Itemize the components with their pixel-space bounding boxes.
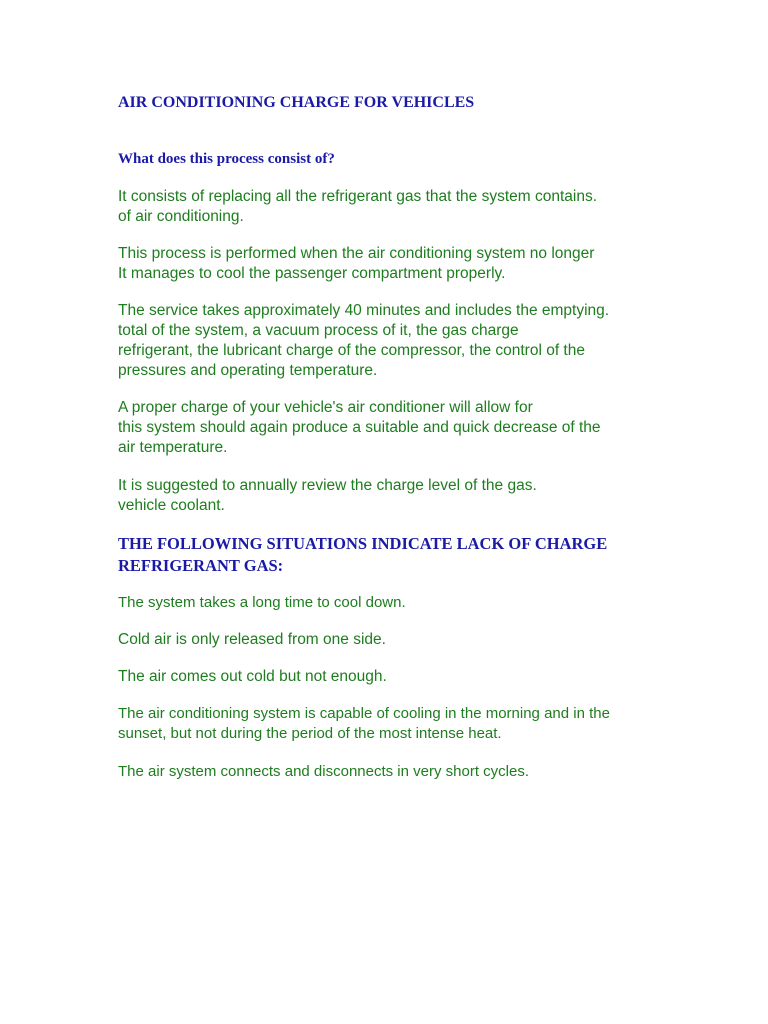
paragraph-line: of air conditioning. — [118, 208, 244, 225]
situation-item — [118, 593, 406, 613]
paragraph-replacement — [118, 187, 597, 227]
document-title: AIR CONDITIONING CHARGE FOR VEHICLES — [118, 94, 475, 111]
paragraph-line: This process is performed when the air conditioning system no longer — [118, 245, 595, 262]
situation-item — [118, 667, 387, 687]
paragraph-line: air temperature. — [118, 439, 228, 456]
paragraph-service-details — [118, 301, 609, 381]
situation-item — [118, 704, 610, 744]
situation-line: Cold air is only released from one side. — [118, 631, 386, 648]
paragraph-line: vehicle coolant. — [118, 497, 225, 514]
situation-line: The system takes a long time to cool down. — [118, 594, 406, 611]
situations-heading — [118, 533, 607, 577]
paragraph-line: It manages to cool the passenger compartment properly. — [118, 265, 506, 282]
paragraph-line: this system should again produce a suitable and quick decrease of the — [118, 419, 601, 436]
paragraph-line: It is suggested to annually review the charge level of the gas. — [118, 477, 537, 494]
paragraph-line: The service takes approximately 40 minutes and includes the emptying. — [118, 302, 610, 319]
situation-line: The air system connects and disconnects in very short cycles. — [118, 763, 530, 780]
paragraph-line: total of the system, a vacuum process of it, the gas charge — [118, 322, 519, 339]
paragraph-annual-review — [118, 476, 537, 516]
paragraph-proper-charge — [118, 398, 601, 458]
situation-line: The air comes out cold but not enough. — [118, 668, 387, 685]
situation-line: sunset, but not during the period of the most intense heat. — [118, 725, 502, 742]
heading-line: REFRIGERANT GAS: — [118, 556, 284, 575]
question-heading: What does this process consist of? — [118, 151, 335, 167]
paragraph-line: It consists of replacing all the refrigerant gas that the system contains. — [118, 188, 598, 205]
situation-line: The air conditioning system is capable of cooling in the morning and in the — [118, 705, 610, 722]
paragraph-line: refrigerant, the lubricant charge of the compressor, the control of the — [118, 342, 585, 359]
paragraph-line: pressures and operating temperature. — [118, 362, 378, 379]
situation-item — [118, 630, 386, 650]
paragraph-line: A proper charge of your vehicle's air conditioner will allow for — [118, 399, 533, 416]
heading-line: THE FOLLOWING SITUATIONS INDICATE LACK OF CHARGE — [118, 534, 608, 553]
paragraph-when-performed — [118, 244, 594, 284]
situation-item — [118, 762, 529, 782]
